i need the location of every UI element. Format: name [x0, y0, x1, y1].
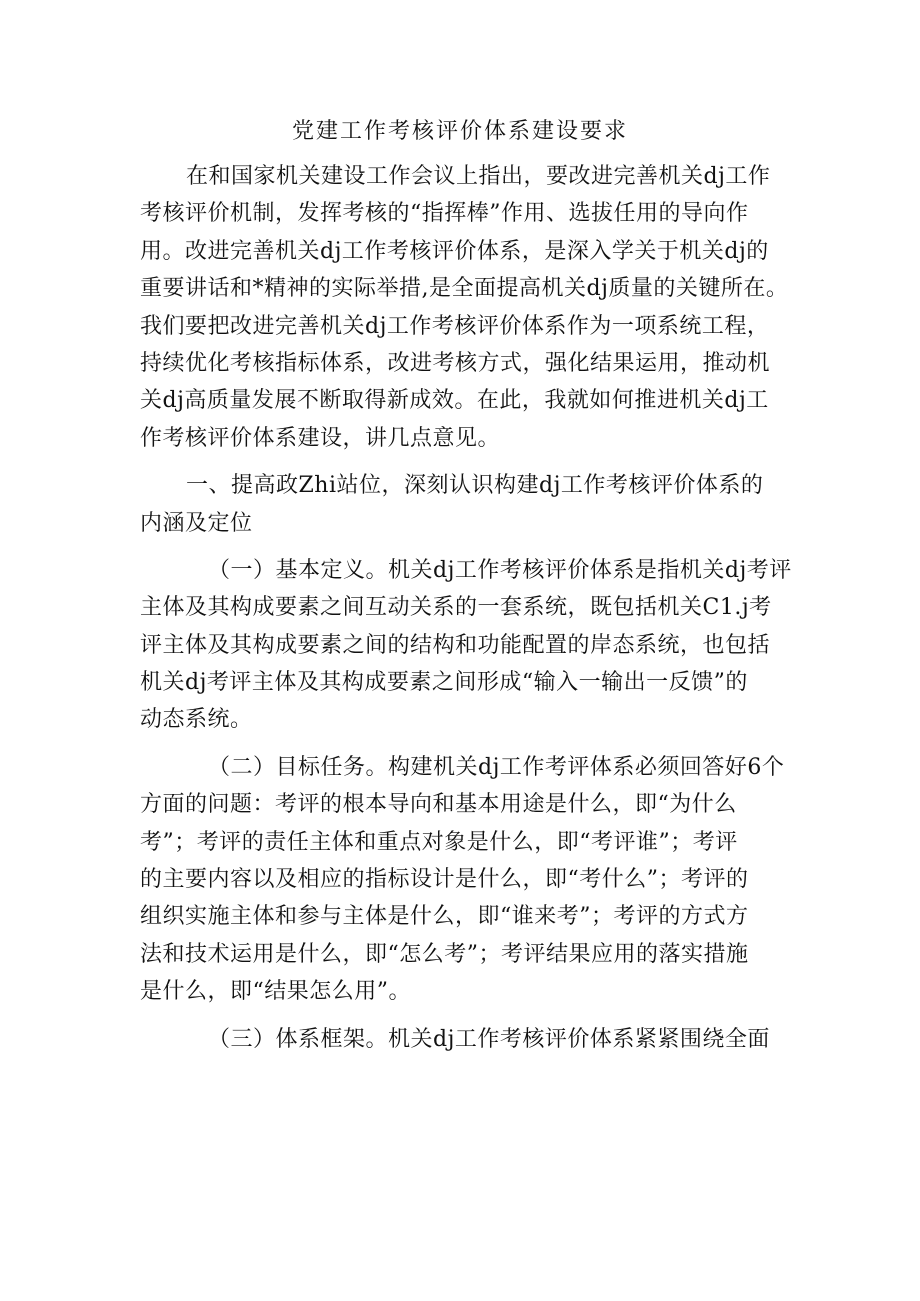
text-line: 方面的问题：考评的根本导向和基本用途是什么，即“为什么 [140, 792, 737, 818]
document-title: 党建工作考核评价体系建设要求 [291, 119, 628, 144]
text-line: 的主要内容以及相应的指标设计是什么，即“考什么”；考评的 [140, 867, 749, 893]
text-line: （三）体系框架。机关dj工作考核评价体系紧紧围绕全面 [208, 1026, 770, 1052]
text-line: 考”；考评的责任主体和重点对象是什么，即“考评谁”；考评 [140, 829, 738, 855]
text-line: 用。改进完善机关dj工作考核评价体系，是深入学关于机关dj的 [140, 238, 769, 264]
paragraph-framework [140, 1021, 790, 1058]
document-body [140, 158, 790, 1058]
text-line: 内涵及定位 [140, 510, 253, 536]
text-line: 动态系统。 [140, 707, 253, 733]
text-line: 法和技术运用是什么，即“怎么考”；考评结果应用的落实措施 [140, 941, 749, 967]
text-line: 作考核评价体系建设，讲几点意见。 [140, 425, 501, 451]
text-line: 我们要把改进完善机关dj工作考核评价体系作为一项系统工程， [140, 313, 770, 339]
section-heading [140, 467, 790, 542]
text-line: 持续优化考核指标体系，改进考核方式，强化结果运用，推动机 [140, 350, 771, 376]
text-line: 评主体及其构成要素之间的结构和功能配置的岸态系统，也包括 [140, 632, 771, 658]
text-line: 是什么，即“结果怎么用”。 [140, 979, 411, 1005]
paragraph-intro [140, 158, 790, 457]
text-line: 一、提高政Zhi站位，深刻认识构建dj工作考核评价体系的 [186, 473, 764, 499]
text-line: 关dj高质量发展不断取得新成效。在此，我就如何推进机关dj工 [140, 388, 769, 414]
text-line: 考核评价机制，发挥考核的“指挥棒”作用、选拔任用的导向作 [140, 201, 749, 227]
text-line: 主体及其构成要素之间互动关系的一套系统，既包括机关C1.j考 [140, 595, 772, 621]
text-line: 机关dj考评主体及其构成要素之间形成“输入一输出一反馈”的 [140, 670, 748, 696]
paragraph-definition [140, 552, 790, 739]
text-line: （二）目标任务。构建机关dj工作考评体系必须回答好6个 [208, 754, 785, 780]
text-line: 在和国家机关建设工作会议上指出，要改进完善机关dj工作 [186, 164, 771, 189]
text-line: （一）基本定义。机关dj工作考核评价体系是指机关dj考评 [208, 557, 792, 583]
paragraph-targets [140, 749, 790, 1011]
text-line: 组织实施主体和参与主体是什么，即“谁来考”；考评的方式方 [140, 904, 749, 930]
text-line: 重要讲话和*精神的实际举措,是全面提高机关dj质量的关键所在。 [140, 276, 789, 302]
